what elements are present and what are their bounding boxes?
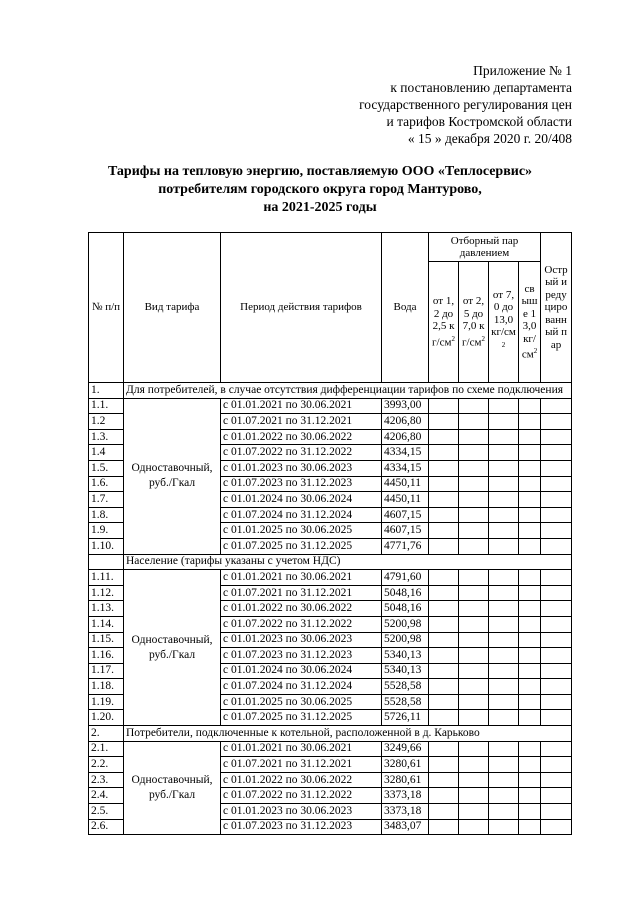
empty-steam-cell [489, 476, 519, 492]
water-value: 5726,11 [382, 710, 429, 726]
section-title: Население (тарифы указаны с учетом НДС) [124, 554, 572, 570]
header-pressure-4: свыше 13,0 $кг/см^2$ [519, 262, 541, 383]
appendix-line: « 15 » декабря 2020 г. 20/408 [407, 131, 572, 146]
empty-steam-cell [519, 772, 541, 788]
empty-steam-cell [489, 429, 519, 445]
row-number: 1.6. [89, 476, 124, 492]
empty-steam-cell [541, 616, 572, 632]
empty-steam-cell [489, 523, 519, 539]
header-pressure-1: от 1,2 до 2,5 $кг/см^2$ [429, 262, 459, 383]
empty-steam-cell [489, 819, 519, 835]
empty-steam-cell [459, 570, 489, 586]
empty-steam-cell [519, 538, 541, 554]
period-cell: с 01.07.2023 по 31.12.2023 [221, 819, 382, 835]
empty-steam-cell [519, 523, 541, 539]
empty-steam-cell [519, 445, 541, 461]
empty-steam-cell [429, 788, 459, 804]
empty-steam-cell [519, 648, 541, 664]
water-value: 3280,61 [382, 772, 429, 788]
empty-steam-cell [459, 741, 489, 757]
empty-steam-cell [429, 429, 459, 445]
section-row [89, 726, 572, 742]
section-title: Для потребителей, в случае отсутствия дифференциации тарифов по схеме подключения [124, 383, 572, 399]
empty-steam-cell [489, 414, 519, 430]
empty-steam-cell [489, 507, 519, 523]
empty-steam-cell [489, 538, 519, 554]
water-value: 4771,76 [382, 538, 429, 554]
appendix-line: государственного регулирования цен [359, 97, 572, 112]
empty-steam-cell [489, 757, 519, 773]
row-number: 1.15. [89, 632, 124, 648]
period-cell: с 01.07.2024 по 31.12.2024 [221, 507, 382, 523]
water-value: 5340,13 [382, 648, 429, 664]
empty-steam-cell [429, 414, 459, 430]
row-number: 2.3. [89, 772, 124, 788]
empty-steam-cell [429, 694, 459, 710]
empty-steam-cell [519, 663, 541, 679]
empty-steam-cell [541, 538, 572, 554]
row-number: 1.11. [89, 570, 124, 586]
empty-steam-cell [489, 679, 519, 695]
empty-steam-cell [519, 741, 541, 757]
appendix-line: и тарифов Костромской области [386, 114, 572, 129]
empty-steam-cell [429, 648, 459, 664]
row-number: 1.20. [89, 710, 124, 726]
row-number: 2.2. [89, 757, 124, 773]
row-number: 1.14. [89, 616, 124, 632]
header-water: Вода [382, 233, 429, 383]
period-cell: с 01.07.2021 по 31.12.2021 [221, 757, 382, 773]
empty-steam-cell [489, 804, 519, 820]
tariff-kind: Одноставочный, руб./Гкал [124, 570, 221, 726]
empty-steam-cell [519, 694, 541, 710]
row-number: 1.18. [89, 679, 124, 695]
empty-steam-cell [489, 694, 519, 710]
empty-steam-cell [429, 476, 459, 492]
empty-steam-cell [459, 679, 489, 695]
empty-steam-cell [541, 601, 572, 617]
water-value: 4607,15 [382, 523, 429, 539]
empty-steam-cell [429, 632, 459, 648]
empty-steam-cell [541, 648, 572, 664]
empty-steam-cell [489, 570, 519, 586]
tariff-table [88, 232, 572, 835]
row-number: 2.6. [89, 819, 124, 835]
empty-steam-cell [429, 616, 459, 632]
empty-steam-cell [429, 819, 459, 835]
row-number: 2.4. [89, 788, 124, 804]
title-line: потребителям городского округа город Мантурово, [158, 182, 482, 197]
empty-steam-cell [519, 757, 541, 773]
period-cell: с 01.07.2022 по 31.12.2022 [221, 445, 382, 461]
empty-steam-cell [429, 663, 459, 679]
water-value: 5048,16 [382, 601, 429, 617]
water-value: 3993,00 [382, 398, 429, 414]
appendix-block [359, 62, 572, 147]
period-cell: с 01.01.2022 по 30.06.2022 [221, 429, 382, 445]
table-body [89, 383, 572, 835]
row-number: 1.2 [89, 414, 124, 430]
empty-steam-cell [489, 772, 519, 788]
empty-steam-cell [459, 694, 489, 710]
empty-steam-cell [519, 616, 541, 632]
water-value: 4334,15 [382, 445, 429, 461]
water-value: 5200,98 [382, 632, 429, 648]
empty-steam-cell [459, 788, 489, 804]
period-cell: с 01.07.2021 по 31.12.2021 [221, 414, 382, 430]
empty-steam-cell [459, 429, 489, 445]
tariff-kind: Одноставочный, руб./Гкал [124, 398, 221, 554]
section-number: 2. [89, 726, 124, 742]
period-cell: с 01.07.2021 по 31.12.2021 [221, 585, 382, 601]
empty-steam-cell [541, 757, 572, 773]
appendix-line: к постановлению департамента [390, 80, 572, 95]
water-value: 5528,58 [382, 679, 429, 695]
empty-steam-cell [489, 663, 519, 679]
empty-steam-cell [519, 507, 541, 523]
header-sharp-steam: Острый и редуцированный пар [541, 233, 572, 383]
empty-steam-cell [459, 772, 489, 788]
empty-steam-cell [459, 757, 489, 773]
empty-steam-cell [459, 460, 489, 476]
table-row [89, 398, 572, 414]
empty-steam-cell [519, 819, 541, 835]
period-cell: с 01.07.2023 по 31.12.2023 [221, 648, 382, 664]
period-cell: с 01.07.2025 по 31.12.2025 [221, 538, 382, 554]
header-num: № п/п [89, 233, 124, 383]
empty-steam-cell [429, 492, 459, 508]
header-steam-group: Отборный пар давлением [429, 233, 541, 262]
empty-steam-cell [459, 819, 489, 835]
table-row [89, 741, 572, 757]
empty-steam-cell [541, 788, 572, 804]
empty-steam-cell [459, 414, 489, 430]
empty-steam-cell [429, 757, 459, 773]
water-value: 4791,60 [382, 570, 429, 586]
empty-steam-cell [541, 429, 572, 445]
empty-steam-cell [489, 616, 519, 632]
empty-steam-cell [489, 710, 519, 726]
empty-steam-cell [541, 476, 572, 492]
appendix-line: Приложение № 1 [473, 63, 572, 78]
empty-steam-cell [519, 679, 541, 695]
empty-steam-cell [429, 523, 459, 539]
empty-steam-cell [489, 648, 519, 664]
empty-steam-cell [489, 492, 519, 508]
empty-steam-cell [519, 632, 541, 648]
table-row [89, 570, 572, 586]
empty-steam-cell [429, 585, 459, 601]
empty-steam-cell [429, 741, 459, 757]
period-cell: с 01.01.2021 по 30.06.2021 [221, 398, 382, 414]
water-value: 4334,15 [382, 460, 429, 476]
row-number: 1.1. [89, 398, 124, 414]
empty-steam-cell [489, 632, 519, 648]
empty-steam-cell [459, 632, 489, 648]
empty-steam-cell [541, 585, 572, 601]
empty-steam-cell [459, 398, 489, 414]
empty-steam-cell [519, 492, 541, 508]
row-number: 1.16. [89, 648, 124, 664]
period-cell: с 01.01.2021 по 30.06.2021 [221, 741, 382, 757]
row-number: 1.13. [89, 601, 124, 617]
empty-steam-cell [541, 741, 572, 757]
water-value: 3373,18 [382, 804, 429, 820]
empty-steam-cell [489, 445, 519, 461]
empty-steam-cell [541, 694, 572, 710]
section-row [89, 383, 572, 399]
empty-steam-cell [541, 804, 572, 820]
row-number: 1.5. [89, 460, 124, 476]
row-number: 1.8. [89, 507, 124, 523]
empty-steam-cell [541, 819, 572, 835]
period-cell: с 01.07.2022 по 31.12.2022 [221, 616, 382, 632]
empty-steam-cell [429, 601, 459, 617]
row-number: 1.9. [89, 523, 124, 539]
section-row [89, 554, 572, 570]
empty-steam-cell [459, 507, 489, 523]
empty-steam-cell [541, 632, 572, 648]
empty-steam-cell [429, 507, 459, 523]
period-cell: с 01.07.2023 по 31.12.2023 [221, 476, 382, 492]
empty-steam-cell [519, 710, 541, 726]
empty-steam-cell [459, 585, 489, 601]
empty-steam-cell [541, 570, 572, 586]
empty-steam-cell [459, 804, 489, 820]
title-line: на 2021-2025 годы [263, 200, 377, 215]
water-value: 4450,11 [382, 492, 429, 508]
row-number: 1.4 [89, 445, 124, 461]
empty-steam-cell [541, 523, 572, 539]
empty-steam-cell [489, 601, 519, 617]
empty-steam-cell [519, 414, 541, 430]
empty-steam-cell [459, 523, 489, 539]
empty-steam-cell [459, 492, 489, 508]
water-value: 3483,07 [382, 819, 429, 835]
water-value: 4450,11 [382, 476, 429, 492]
empty-steam-cell [541, 398, 572, 414]
period-cell: с 01.01.2023 по 30.06.2023 [221, 632, 382, 648]
water-value: 3373,18 [382, 788, 429, 804]
empty-steam-cell [489, 585, 519, 601]
empty-steam-cell [459, 648, 489, 664]
period-cell: с 01.07.2024 по 31.12.2024 [221, 679, 382, 695]
period-cell: с 01.01.2024 по 30.06.2024 [221, 492, 382, 508]
empty-steam-cell [519, 601, 541, 617]
empty-steam-cell [459, 476, 489, 492]
empty-steam-cell [429, 398, 459, 414]
row-number: 1.3. [89, 429, 124, 445]
empty-steam-cell [429, 570, 459, 586]
period-cell: с 01.01.2023 по 30.06.2023 [221, 460, 382, 476]
empty-steam-cell [541, 679, 572, 695]
section-number: 1. [89, 383, 124, 399]
empty-steam-cell [459, 445, 489, 461]
header-kind: Вид тарифа [124, 233, 221, 383]
water-value: 4206,80 [382, 414, 429, 430]
period-cell: с 01.01.2024 по 30.06.2024 [221, 663, 382, 679]
empty-steam-cell [541, 710, 572, 726]
row-number: 2.5. [89, 804, 124, 820]
section-title: Потребители, подключенные к котельной, расположенной в д. Карьково [124, 726, 572, 742]
period-cell: с 01.01.2025 по 30.06.2025 [221, 523, 382, 539]
period-cell: с 01.01.2025 по 30.06.2025 [221, 694, 382, 710]
water-value: 5340,13 [382, 663, 429, 679]
empty-steam-cell [519, 429, 541, 445]
empty-steam-cell [489, 741, 519, 757]
empty-steam-cell [429, 772, 459, 788]
title-line: Тарифы на тепловую энергию, поставляемую ООО «Теплосервис» [107, 164, 533, 179]
document-title [60, 163, 580, 217]
water-value: 5200,98 [382, 616, 429, 632]
tariff-kind: Одноставочный, руб./Гкал [124, 741, 221, 835]
empty-steam-cell [459, 616, 489, 632]
water-value: 3280,61 [382, 757, 429, 773]
empty-steam-cell [519, 585, 541, 601]
empty-steam-cell [459, 601, 489, 617]
empty-steam-cell [519, 570, 541, 586]
empty-steam-cell [459, 663, 489, 679]
row-number: 1.10. [89, 538, 124, 554]
empty-steam-cell [489, 398, 519, 414]
empty-steam-cell [519, 804, 541, 820]
empty-steam-cell [541, 663, 572, 679]
row-number: 1.17. [89, 663, 124, 679]
row-number: 1.12. [89, 585, 124, 601]
water-value: 3249,66 [382, 741, 429, 757]
empty-steam-cell [429, 538, 459, 554]
empty-steam-cell [519, 398, 541, 414]
empty-steam-cell [541, 445, 572, 461]
period-cell: с 01.07.2022 по 31.12.2022 [221, 788, 382, 804]
empty-steam-cell [489, 460, 519, 476]
period-cell: с 01.07.2025 по 31.12.2025 [221, 710, 382, 726]
empty-steam-cell [519, 788, 541, 804]
empty-steam-cell [429, 445, 459, 461]
section-number [89, 554, 124, 570]
water-value: 5048,16 [382, 585, 429, 601]
empty-steam-cell [489, 788, 519, 804]
empty-steam-cell [541, 414, 572, 430]
empty-steam-cell [429, 679, 459, 695]
header-period: Период действия тарифов [221, 233, 382, 383]
period-cell: с 01.01.2022 по 30.06.2022 [221, 601, 382, 617]
empty-steam-cell [541, 507, 572, 523]
period-cell: с 01.01.2023 по 30.06.2023 [221, 804, 382, 820]
header-pressure-2: от 2,5 до 7,0 $кг/см^2$ [459, 262, 489, 383]
empty-steam-cell [429, 710, 459, 726]
row-number: 2.1. [89, 741, 124, 757]
empty-steam-cell [459, 538, 489, 554]
period-cell: с 01.01.2021 по 30.06.2021 [221, 570, 382, 586]
empty-steam-cell [541, 492, 572, 508]
empty-steam-cell [429, 804, 459, 820]
water-value: 4206,80 [382, 429, 429, 445]
header-pressure-3: от 7,0 до 13,0 $кг/см^2$ [489, 262, 519, 383]
empty-steam-cell [459, 710, 489, 726]
water-value: 4607,15 [382, 507, 429, 523]
water-value: 5528,58 [382, 694, 429, 710]
empty-steam-cell [519, 460, 541, 476]
empty-steam-cell [541, 460, 572, 476]
empty-steam-cell [519, 476, 541, 492]
empty-steam-cell [541, 772, 572, 788]
period-cell: с 01.01.2022 по 30.06.2022 [221, 772, 382, 788]
row-number: 1.7. [89, 492, 124, 508]
empty-steam-cell [429, 460, 459, 476]
row-number: 1.19. [89, 694, 124, 710]
